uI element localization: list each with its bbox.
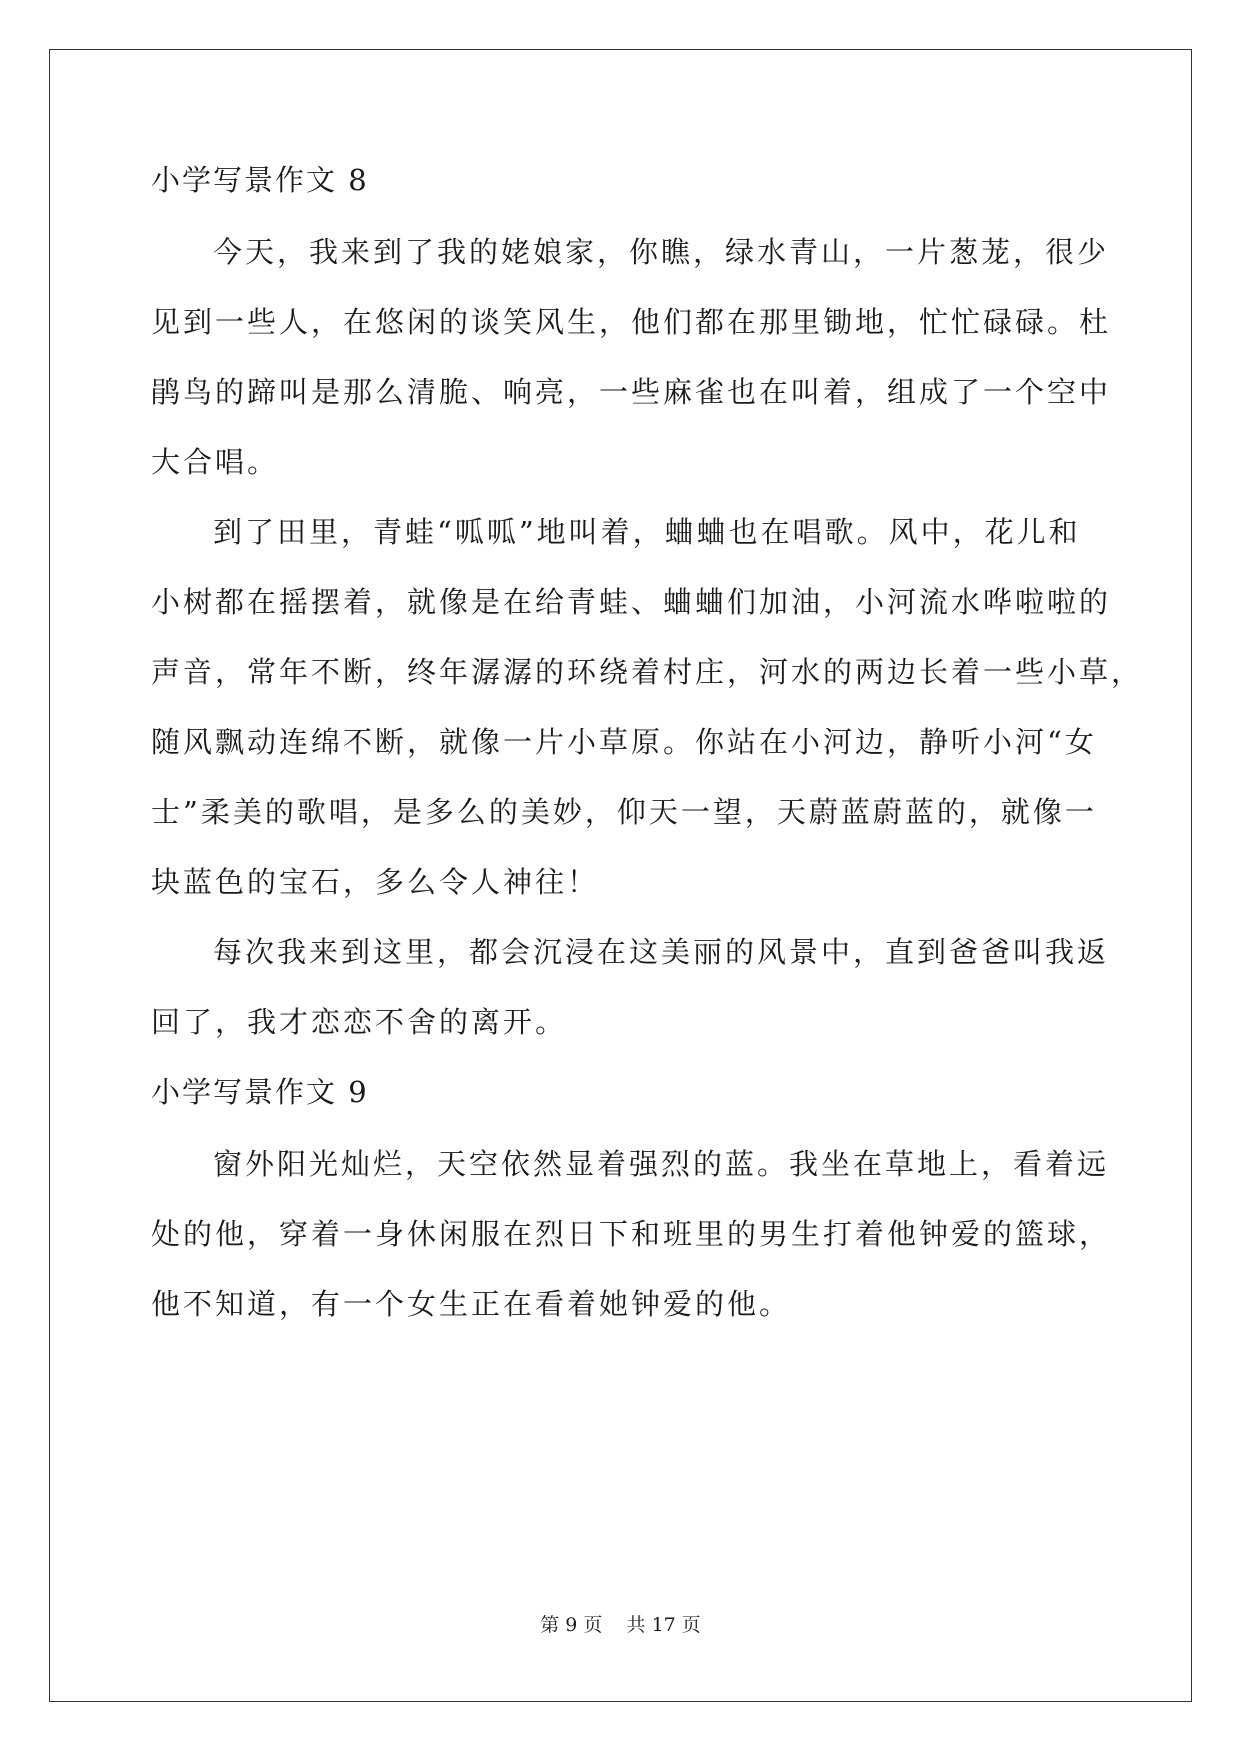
text-line: 今天，我来到了我的姥娘家，你瞧，绿水青山，一片葱茏，很少 [213, 235, 1110, 269]
text-line: 小树都在摇摆着，就像是在给青蛙、蛐蛐们加油，小河流水哗啦啦的 [151, 585, 1112, 619]
paragraph [151, 932, 1110, 1042]
text-line: 到了田里，青蛙“呱呱”地叫着，蛐蛐也在唱歌。风中，花儿和 [213, 515, 1081, 549]
section-heading: 小学写景作文 8 [151, 163, 369, 197]
text-line: 大合唱。 [151, 445, 280, 479]
text-line: 处的他，穿着一身休闲服在烈日下和班里的男生打着他钟爱的篮球， [151, 1217, 1112, 1251]
text-line: 鹃鸟的蹄叫是那么清脆、响亮，一些麻雀也在叫着，组成了一个空中 [151, 375, 1112, 409]
text-line: 声音，常年不断，终年潺潺的环绕着村庄，河水的两边长着一些小草， [151, 655, 1144, 689]
document-body [151, 160, 1144, 1324]
section-heading: 小学写景作文 9 [151, 1075, 369, 1109]
paragraph [151, 232, 1112, 482]
text-line: 士”柔美的歌唱，是多么的美妙，仰天一望，天蔚蓝蔚蓝的，就像一 [151, 795, 1097, 829]
text-line: 回了，我才恋恋不舍的离开。 [151, 1005, 568, 1039]
text-line: 随风飘动连绵不断，就像一片小草原。你站在小河边，静听小河“女 [151, 725, 1097, 759]
paragraph [151, 512, 1144, 902]
text-line: 每次我来到这里，都会沉浸在这美丽的风景中，直到爸爸叫我返 [213, 935, 1110, 969]
text-line: 窗外阳光灿烂，天空依然显着强烈的蓝。我坐在草地上，看着远 [213, 1147, 1110, 1181]
text-line: 见到一些人，在悠闲的谈笑风生，他们都在那里锄地，忙忙碌碌。杜 [151, 305, 1112, 339]
text-line: 他不知道，有一个女生正在看着她钟爱的他。 [151, 1287, 792, 1321]
text-line: 块蓝色的宝石，多么令人神往！ [151, 865, 600, 899]
paragraph [151, 1144, 1112, 1324]
page-number-footer: 第 9 页 共 17 页 [540, 1614, 701, 1636]
